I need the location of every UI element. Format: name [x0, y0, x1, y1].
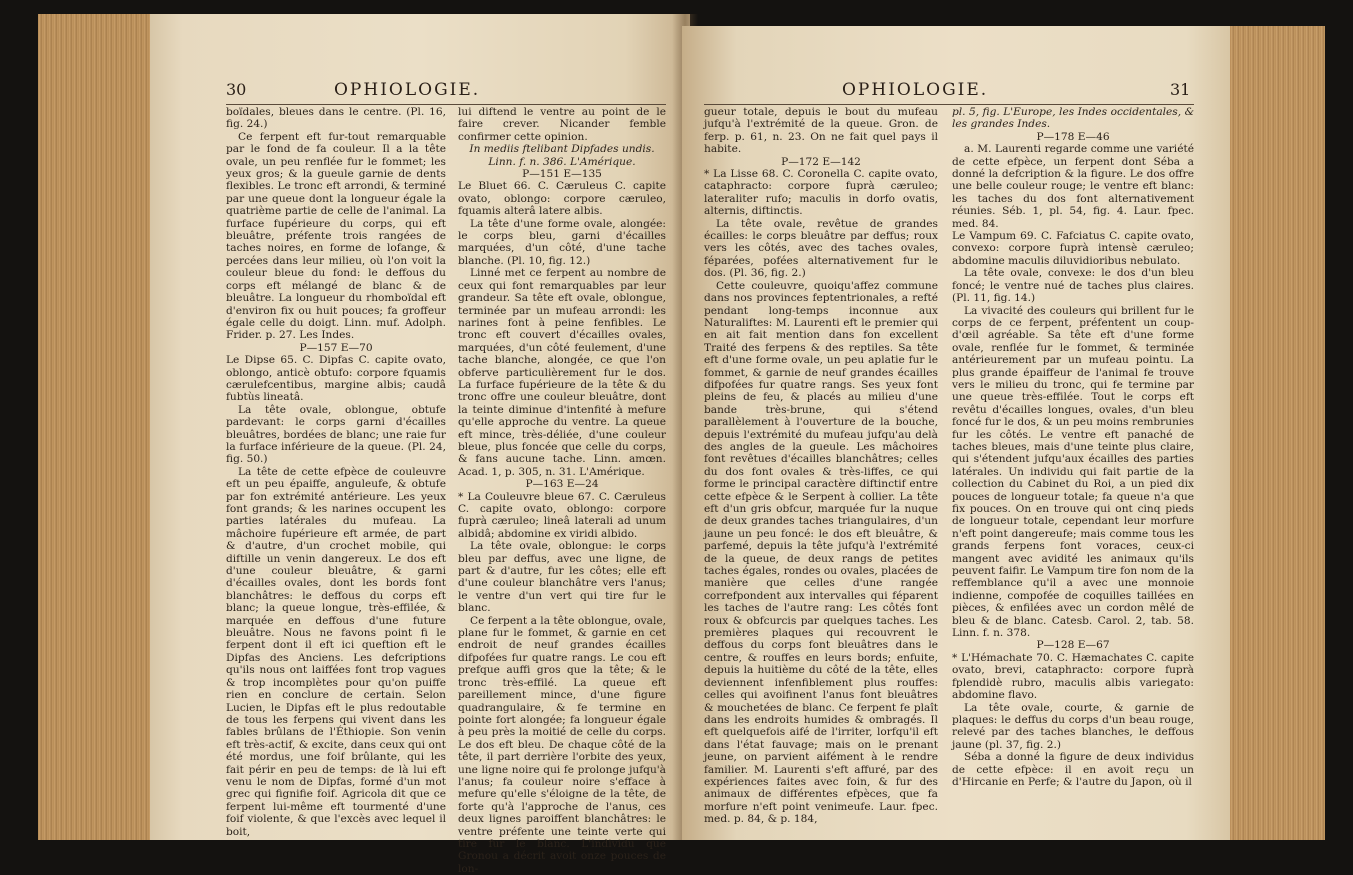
running-head: OPHIOLOGIE. — [842, 80, 989, 100]
species-entry: Le Vampum 69. C. Fafciatus C. capite ovato, convexo: corpore fuprà intensè cæruleo; abdomine maculis diluvidioribus nebulato. — [952, 230, 1194, 267]
species-entry: Le Dipse 65. C. Dipfas C. capite ovato, oblongo, anticè obtufo: corpore fquamis cærulefcentibus, margine albis; caudâ fubtùs lineatâ. — [226, 354, 446, 404]
paragraph: lui diftend le ventre au point de le faire crever. Nicander femble confirmer cette opinion. — [458, 106, 666, 143]
species-entry: Le Bluet 66. C. Cæruleus C. capite ovato, oblongo: corpore cæruleo, fquamis alterâ latere albis. — [458, 180, 666, 218]
species-entry: * L'Hémachate 70. C. Hæmachates C. capite ovato, brevi, cataphracto: corpore fuprà fplendidè rubro, maculis albis variegato: abdomine flavo. — [952, 651, 1194, 702]
species-entry: * La Couleuvre bleue 67. C. Cæruleus C. capite ovato, oblongo: corpore fuprà cæruleo; lineâ laterali ad unum albidâ; abdomine ex viridi albido. — [458, 490, 666, 540]
left-page-column-1 — [226, 106, 446, 838]
left-page-edges — [38, 14, 158, 840]
reference-code: P—157 E—70 — [299, 341, 373, 354]
paragraph: Ce ferpent eft fur-tout remarquable par le fond de fa couleur. Il a la tête ovale, un peu renflée fur le fommet; les yeux gros; & la gueule garnie de dents flexibles. Le tronc eft arrondi, & terminé par une queue dont la longueur égale la quatrième partie de celle de l'animal. La furface fupérieure du corps, qui eft bleuâtre, préfente trois rangées de taches noires, en forme de lofange, & percées dans leur milieu, où l'on voit la couleur bleue du fond: le deffous du corps eft mélangé de blanc & de bleuâtre. La longueur du rhomboïdal eft d'environ fix ou huit pouces; fa groffeur égale celle du doigt. Linn. muf. Adolph. Frider. p. 27. Les Indes. — [226, 130, 446, 342]
paragraph: a. M. Laurenti regarde comme une variété de cette efpèce, un ferpent dont Séba a donné la defcription & la figure. Le dos offre une belle couleur rouge; le ventre eft blanc: les taches du dos font alternativement réunies. Séb. 1, pl. 54, fig. 4. Laur. fpec. med. 84. — [952, 143, 1194, 230]
page-number: 30 — [226, 80, 247, 99]
quotation: In mediis ftelibant Dipfades undis. — [469, 143, 655, 156]
reference-code: P—178 E—46 — [1036, 130, 1110, 143]
paragraph: La vivacité des couleurs qui brillent fur le corps de ce ferpent, préfentent un coup-d'œil agréable. Sa tête eft d'une forme ovale, renflée fur le fommet, & terminée antérieurement par un mufeau pointu. La plus grande épaiffeur de l'animal fe trouve vers le milieu du tronc, qui fe termine par une queue très-effilée. Tout le corps eft revêtu d'écailles longues, ovales, d'un bleu foncé fur le dos, & un peu moins rembrunies fur les côtés. Le ventre eft panaché de taches bleues, mais d'une teinte plus claire, qui s'étendent jufqu'aux écailles des parties latérales. Un individu qui fait partie de la collection du Cabinet du Roi, a un pied dix pouces de longueur totale; fa queue n'a que fix pouces. On en trouve qui ont cinq pieds de longueur totale, cependant leur morfure n'eft point dangereufe; mais comme tous les grands ferpens font voraces, ceux-ci mangent avec avidité les animaux qu'ils peuvent faifir. Le Vampum tire fon nom de la reffemblance qu'il a avec une monnoie indienne, compofée de coquilles taillées en pièces, & enfilées avec un cordon mêlé de bleu & de blanc. Catesb. Carol. 2, tab. 58. Linn. f. n. 378. — [952, 304, 1194, 640]
paragraph: La tête ovale, convexe: le dos d'un bleu foncé; le ventre nué de taches plus claires. (Pl. 11, fig. 14.) — [952, 267, 1194, 305]
paragraph: gueur totale, depuis le bout du mufeau jufqu'à l'extrémité de la queue. Gron. de ferp. p. 61, n. 23. On ne fait quel pays il habite. — [704, 106, 938, 156]
paragraph: La tête ovale, courte, & garnie de plaques: le deffus du corps d'un beau rouge, relevé par des taches blanches, le deffous jaune (pl. 37, fig. 2.) — [952, 701, 1194, 751]
right-page-column-2 — [952, 106, 1194, 788]
reference-code: P—128 E—67 — [1036, 639, 1110, 652]
paragraph: La tête d'une forme ovale, alongée: le corps bleu, garni d'écailles marquées, d'un côté, d'une tache blanche. (Pl. 10, fig. 12.) — [458, 217, 666, 267]
paragraph: Séba a donné la figure de deux individus de cette efpèce: il en avoit reçu un d'Hircanie en Perfe; & l'autre du Japon, où il — [952, 751, 1194, 788]
paragraph: Linné met ce ferpent au nombre de ceux qui font remarquables par leur grandeur. Sa tête eft ovale, oblongue, terminée par un mufeau arrondi: les narines font à peine fenfibles. Le tronc eft couvert d'écailles ovales, marquées, d'un côté feulement, d'une tache blanche, alongée, ce que l'on obferve particulièrement fur le dos. La furface fupérieure de la tête & du tronc offre une couleur bleuâtre, dont la teinte diminue d'intenfité à mefure qu'elle approche du ventre. La queue eft mince, très-déliée, d'une couleur bleue, plus foncée que celle du corps, & fans aucune tache. Linn. amœn. Acad. 1, p. 305, n. 31. L'Amérique. — [458, 267, 666, 478]
reference-code: P—151 E—135 — [522, 168, 602, 181]
paragraph: pl. 5, fig. L'Europe, les Indes occidentales, & les grandes Indes. — [952, 106, 1194, 131]
header-rule — [704, 104, 1194, 105]
paragraph: La tête ovale, oblongue, obtufe pardevant: le corps garni d'écailles bleuâtres, bordées de blanc; une raie fur la furface inférieure de la queue. (Pl. 24, fig. 50.) — [226, 403, 446, 466]
paragraph: Cette couleuvre, quoiqu'affez commune dans nos provinces feptentrionales, a refté pendant long-temps inconnue aux Naturaliftes: M. Laurenti eft le premier qui en ait fait mention dans fon excellent Traité des ferpens & des reptiles. Sa tête eft d'une forme ovale, un peu aplatie fur le fommet, & garnie de neuf grandes écailles difpofées fur quatre rangs. Ses yeux font pleins de feu, & placés au milieu d'une bande très-brune, qui s'étend parallèlement à l'ouverture de la bouche, depuis l'extrémité du mufeau jufqu'au delà des angles de la gueule. Les mâchoires font revêtues d'écailles blanchâtres; celles du dos font ovales & très-liffes, ce qui forme le principal caractère diftinctif entre cette efpèce & le Serpent à collier. La tête eft d'un gris obfcur, marquée fur la nuque de deux grandes taches triangulaires, d'un jaune un peu foncé: le dos eft bleuâtre, & parfemé, depuis la tête jufqu'à l'extrémité de la queue, de deux rangs de petites taches égales, rondes ou ovales, placées de manière que celles d'une rangée correfpondent aux intervalles qui féparent les taches de l'autre rang: Les côtés font roux & obfcurcis par quelques taches. Les premières plaques qui recouvrent le deffous du corps font bleuâtres dans le centre, & rouffes en leurs bords; enfuite, depuis la huitième du côté de la tête, elles deviennent infenfiblement plus rouffes: celles qui avoifinent l'anus font bleuâtres & mouchetées de blanc. Ce ferpent fe plaît dans les endroits humides & ombragés. Il eft quelquefois aifé de l'irriter, lorfqu'il eft dans l'état fauvage; mais on le prenant jeune, on parvient aifément à le rendre familier. M. Laurenti s'eft affuré, par des expériences faites avec foin, & fur des animaux de différentes efpèces, que fa morfure n'eft point venimeufe. Laur. fpec. med. p. 84, & p. 184, — [704, 279, 938, 826]
header-rule — [226, 104, 666, 105]
species-entry: * La Lisse 68. C. Coronella C. capite ovato, cataphracto: corpore fuprà cæruleo; lateraliter rufo; maculis in dorfo ovatis, alternis, diftinctis. — [704, 168, 938, 218]
paragraph: boïdales, bleues dans le centre. (Pl. 16, fig. 24.) — [226, 106, 446, 131]
right-page-edges — [1225, 26, 1325, 840]
left-page-column-2 — [458, 106, 666, 875]
paragraph: La tête ovale, revêtue de grandes écailles: le corps bleuâtre par deffus; roux vers les côtés, avec des taches ovales, féparées, pofées alternativement fur le dos. (Pl. 36, fig. 2.) — [704, 217, 938, 280]
right-page — [682, 26, 1230, 840]
left-page — [150, 14, 690, 875]
running-head: OPHIOLOGIE. — [334, 80, 481, 100]
paragraph: Ce ferpent a la tête oblongue, ovale, plane fur le fommet, & garnie en cet endroit de neuf grandes écailles difpofées fur quatre rangs. Le cou eft prefque auffi gros que la tête; & le tronc très-effilé. La queue eft pareillement mince, d'une figure quadrangulaire, & fe termine en pointe fort alongée; fa longueur égale à peu près la moitié de celle du corps. Le dos eft bleu. De chaque côté de la tête, il part derrière l'orbite des yeux, une ligne noire qui fe prolonge jufqu'à l'anus; fa couleur noire s'efface à mefure qu'elle s'éloigne de la tête, de forte qu'à l'approche de l'anus, ces deux lignes paroiffent blanchâtres: le ventre préfente une teinte verte qui tire fur le blanc. L'individu que Gronou a décrit avoit onze pouces de lon- — [458, 614, 666, 875]
reference-code: P—172 E—142 — [781, 155, 861, 168]
citation: Linn. f. n. 386. L'Amérique. — [488, 155, 636, 168]
right-page-column-1 — [704, 106, 938, 826]
paragraph: La tête de cette efpèce de couleuvre eft un peu épaiffe, anguleufe, & obtufe par fon extrémité antérieure. Les yeux font grands; & les narines occupent les parties latérales du mufeau. La mâchoire fupérieure eft armée, de part & d'autre, d'un crochet mobile, qui diftille un venin dangereux. Le dos eft d'une couleur bleuâtre, & garni d'écailles ovales, dont les bords font blanchâtres: le deffous du corps eft blanc; la queue longue, très-effilée, & marquée en deffous d'une future bleuâtre. Nous ne favons point fi le ferpent dont il eft ici queftion eft le Dipfas des Anciens. Les defcriptions qu'ils nous ont laiffées font trop vagues & trop incomplètes pour qu'on puiffe rien en conclure de certain. Selon Lucien, le Dipfas eft le plus redoutable de tous les ferpens qui vivent dans les fables brûlans de l'Éthiopie. Son venin eft très-actif, & excite, dans ceux qui ont été mordus, une foif brûlante, qui les fait périr en peu de temps: de là lui eft venu le nom de Dipfas, formé d'un mot grec qui fignifie foif. Agricola dit que ce ferpent lui-même eft tourmenté d'une foif violente, & que l'excès avec lequel il boit, — [226, 465, 446, 838]
page-number: 31 — [1170, 80, 1191, 99]
paragraph: La tête ovale, oblongue: le corps bleu par deffus, avec une ligne, de part & d'autre, fur les côtes; elle eft d'une couleur blanchâtre vers l'anus; le ventre d'un vert qui tire fur le blanc. — [458, 540, 666, 615]
reference-code: P—163 E—24 — [525, 478, 599, 491]
